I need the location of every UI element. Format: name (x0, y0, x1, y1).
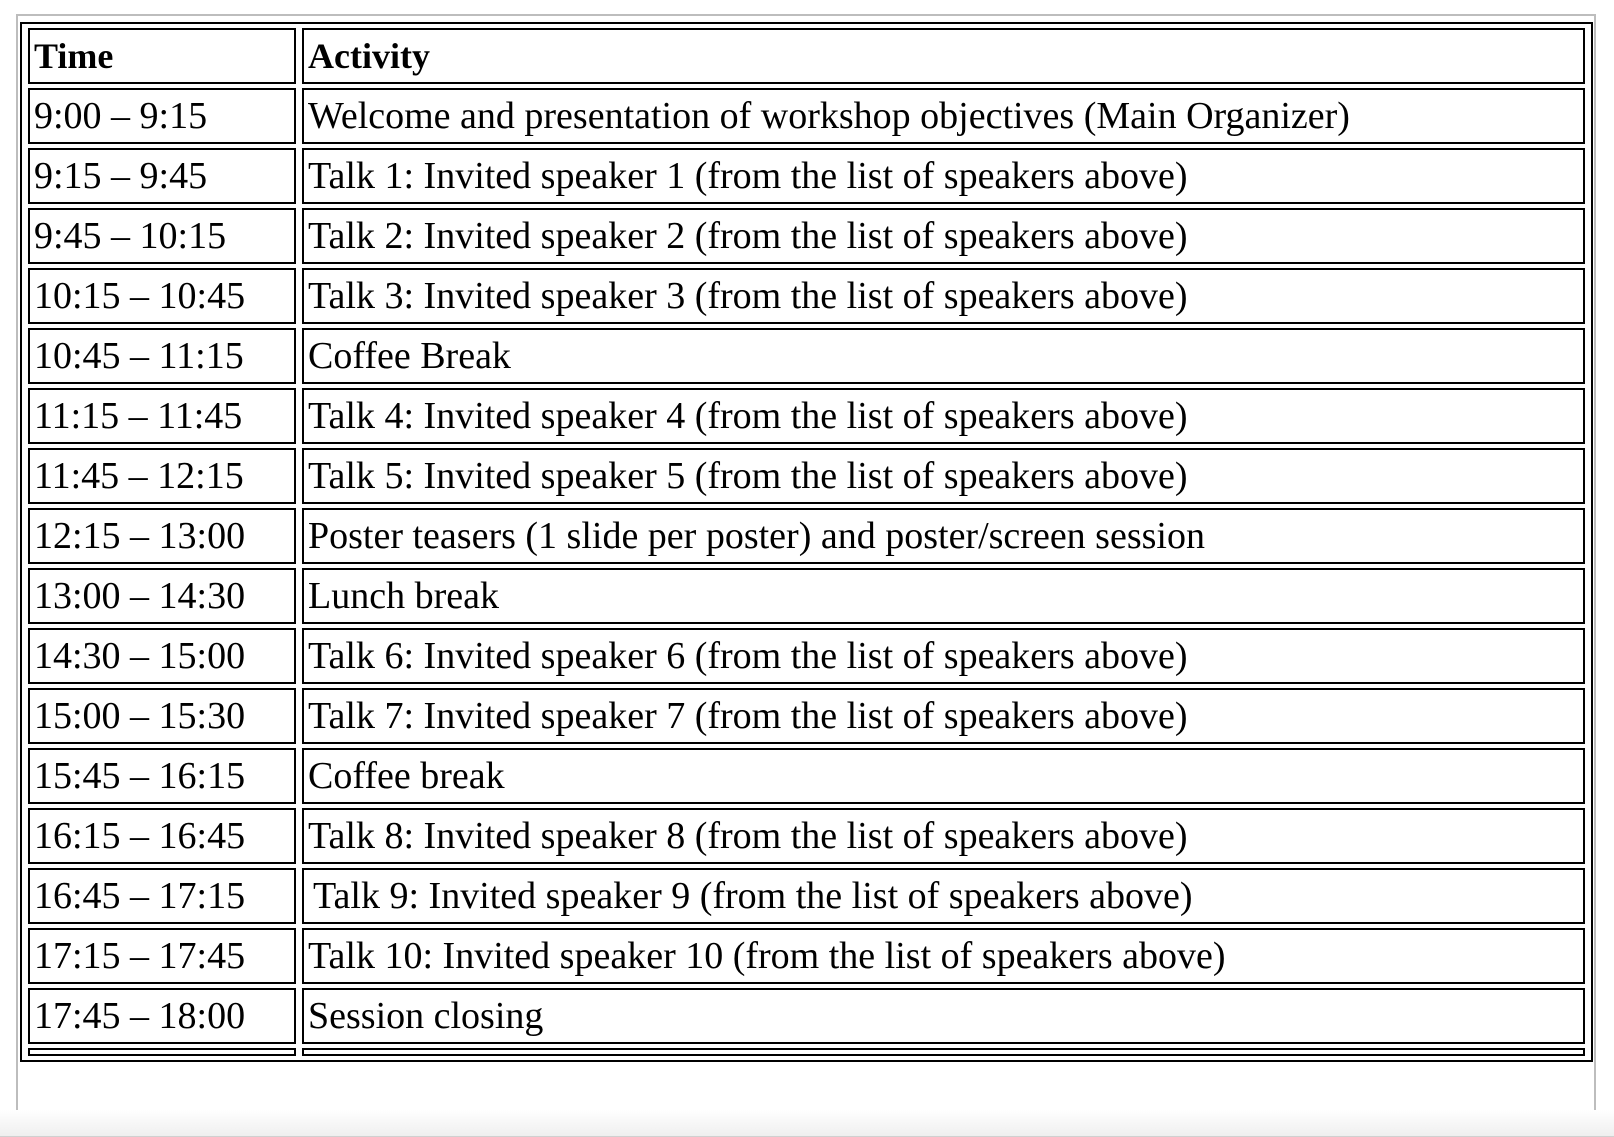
activity-cell: Talk 4: Invited speaker 4 (from the list of speakers above) (302, 388, 1585, 444)
schedule-table (20, 22, 1593, 1062)
activity-cell: Poster teasers (1 slide per poster) and poster/screen session (302, 508, 1585, 564)
time-cell: 16:45 – 17:15 (28, 868, 296, 924)
activity-cell: Talk 3: Invited speaker 3 (from the list of speakers above) (302, 268, 1585, 324)
time-cell: 13:00 – 14:30 (28, 568, 296, 624)
time-cell: 10:15 – 10:45 (28, 268, 296, 324)
time-cell: 11:45 – 12:15 (28, 448, 296, 504)
activity-cell: Coffee Break (302, 328, 1585, 384)
empty-cell (28, 1048, 296, 1056)
time-cell: 17:45 – 18:00 (28, 988, 296, 1044)
table-row (28, 208, 1585, 264)
bottom-edge (0, 1110, 1614, 1136)
table-row (28, 328, 1585, 384)
time-cell: 17:15 – 17:45 (28, 928, 296, 984)
time-cell: 9:15 – 9:45 (28, 148, 296, 204)
table-row (28, 748, 1585, 804)
activity-cell: Welcome and presentation of workshop objectives (Main Organizer) (302, 88, 1585, 144)
table-row (28, 808, 1585, 864)
table-row (28, 628, 1585, 684)
activity-cell: Lunch break (302, 568, 1585, 624)
table-row (28, 688, 1585, 744)
activity-cell: Talk 6: Invited speaker 6 (from the list of speakers above) (302, 628, 1585, 684)
activity-cell: Talk 2: Invited speaker 2 (from the list of speakers above) (302, 208, 1585, 264)
table-row (28, 148, 1585, 204)
table-row (28, 568, 1585, 624)
activity-cell: Talk 8: Invited speaker 8 (from the list of speakers above) (302, 808, 1585, 864)
activity-cell: Talk 7: Invited speaker 7 (from the list of speakers above) (302, 688, 1585, 744)
time-cell: 9:00 – 9:15 (28, 88, 296, 144)
time-cell: 11:15 – 11:45 (28, 388, 296, 444)
header-activity: Activity (302, 28, 1585, 84)
empty-cell (302, 1048, 1585, 1056)
time-cell: 14:30 – 15:00 (28, 628, 296, 684)
time-cell: 16:15 – 16:45 (28, 808, 296, 864)
activity-cell: Talk 5: Invited speaker 5 (from the list of speakers above) (302, 448, 1585, 504)
activity-cell: Talk 10: Invited speaker 10 (from the list of speakers above) (302, 928, 1585, 984)
activity-cell: Talk 9: Invited speaker 9 (from the list of speakers above) (302, 868, 1585, 924)
table-row (28, 928, 1585, 984)
time-cell: 9:45 – 10:15 (28, 208, 296, 264)
header-row (28, 28, 1585, 84)
table-row (28, 88, 1585, 144)
time-cell: 15:45 – 16:15 (28, 748, 296, 804)
activity-cell: Coffee break (302, 748, 1585, 804)
table-row (28, 448, 1585, 504)
table-row (28, 868, 1585, 924)
table-row (28, 508, 1585, 564)
table-row (28, 268, 1585, 324)
table-row (28, 388, 1585, 444)
table-row (28, 988, 1585, 1044)
time-cell: 15:00 – 15:30 (28, 688, 296, 744)
time-cell: 12:15 – 13:00 (28, 508, 296, 564)
activity-cell: Talk 1: Invited speaker 1 (from the list of speakers above) (302, 148, 1585, 204)
time-cell: 10:45 – 11:15 (28, 328, 296, 384)
header-time: Time (28, 28, 296, 84)
empty-trailing-row (28, 1048, 1585, 1056)
activity-cell: Session closing (302, 988, 1585, 1044)
